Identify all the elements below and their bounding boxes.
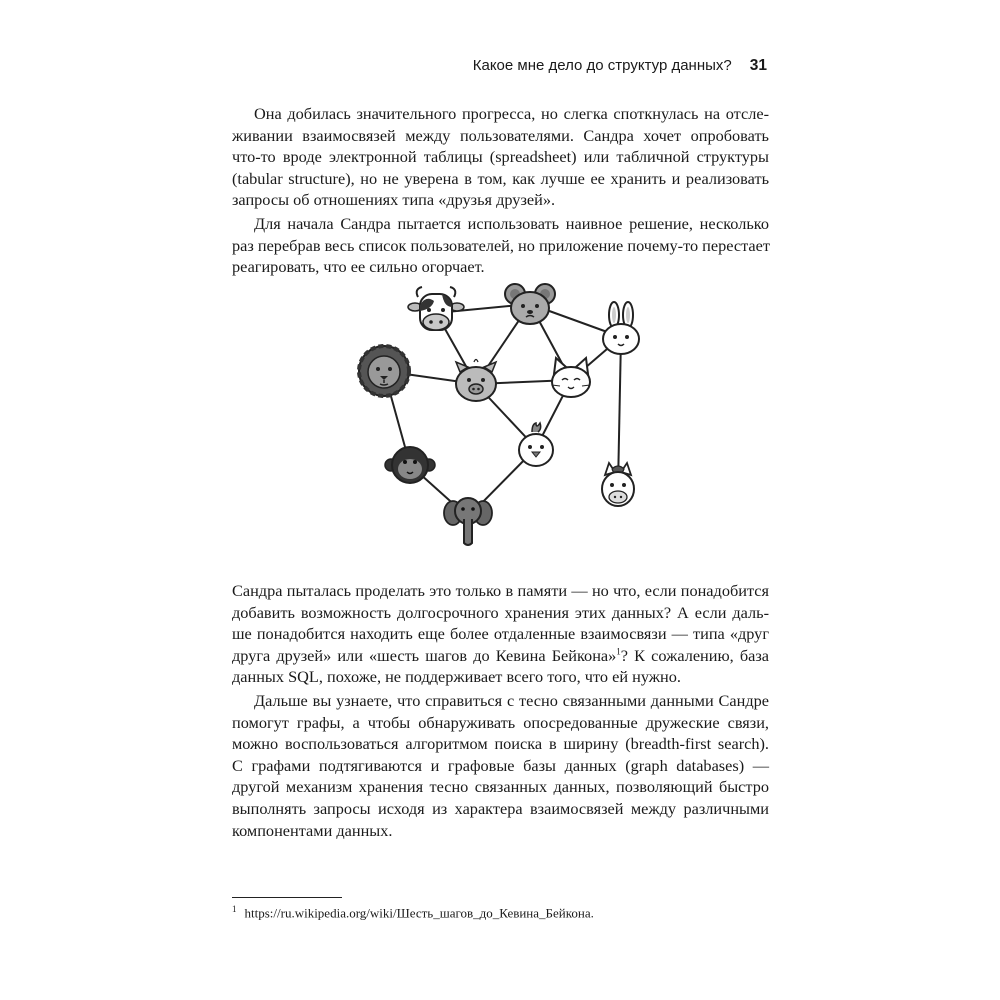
running-header: [232, 57, 767, 75]
footnote-divider: [232, 897, 342, 898]
text-line: компонентами данных.: [232, 820, 393, 840]
paragraph-2: [232, 213, 769, 278]
graph-edges: [384, 304, 621, 517]
text-line: Дальше вы узнаете, что справиться с тесно связанными данными Сандре: [254, 691, 769, 710]
chick-icon: [519, 423, 553, 466]
horse-icon: [602, 463, 634, 506]
text-segment: друга друзей» или «шесть шагов до Кевина Бейкона»: [232, 645, 617, 665]
text-line: другой механизм хранения тесно связанных данных, позволяющий быстро: [232, 777, 769, 797]
paragraph-1: [232, 103, 769, 211]
text-line: живании взаимосвязей между пользователями. Сандра хочет опробовать: [232, 125, 769, 145]
page-number: 31: [749, 57, 767, 74]
text-line: С графами подтягиваются и графовые базы данных (graph databases) —: [232, 755, 769, 775]
text-line: (tabular structure), но не уверена в том, как лучше ее хранить и реализовать: [232, 168, 769, 188]
text-line: раз перебрав весь список пользователей, но приложение почему-то перестает: [232, 235, 770, 255]
lion-icon: [359, 346, 409, 396]
footnote-mark: 1: [232, 904, 237, 914]
text-line: реагировать, что ее сильно огорчает.: [232, 257, 485, 277]
text-line: запросы об отношениях типа «друзья друзей».: [232, 190, 556, 210]
text-line: ше понадобится находить еще более отдаленные взаимосвязи — типа «друг: [232, 624, 769, 644]
rabbit-icon: [603, 302, 639, 354]
cow-icon: [408, 287, 464, 330]
text-line: выполнять запросы исходя из характера взаимосвязей между различными: [232, 798, 769, 818]
cat-icon: [552, 358, 590, 397]
text-line: Она добилась значительного прогресса, но слегка споткнулась на отсле-: [254, 104, 769, 123]
elephant-icon: [444, 498, 492, 545]
edge-rabbit-horse: [618, 337, 621, 487]
text-segment: ? К сожалению, база: [620, 645, 770, 665]
chapter-title: Какое мне дело до структур данных?: [472, 57, 732, 74]
text-line: помогут графы, а чтобы обнаруживать опосредованные дружеские связи,: [232, 712, 769, 732]
text-line: можно воспользоваться алгоритмом поиска в ширину (breadth-first search).: [232, 734, 769, 754]
text-line: что-то вроде электронной таблицы (spreadsheet) или табличной структуры: [232, 147, 769, 167]
friends-graph-figure: [340, 282, 660, 557]
footnote: [232, 904, 769, 921]
footnote-reference[interactable]: 1: [616, 646, 621, 657]
text-line: Для начала Сандра пытается использовать наивное решение, несколько: [254, 214, 769, 233]
text-line-with-footnote: [232, 645, 769, 667]
paragraph-3: [232, 580, 769, 688]
text-line: добавить возможность долгосрочного хранения этих данных? А если даль-: [232, 602, 769, 622]
paragraph-4: [232, 690, 769, 841]
friends-graph: [340, 282, 660, 557]
monkey-icon: [385, 447, 435, 483]
text-line: данных SQL, похоже, не поддерживает всего того, что ей нужно.: [232, 667, 681, 687]
text-line: Сандра пыталась проделать это только в памяти — но что, если понадобится: [232, 581, 769, 600]
footnote-link[interactable]: https://ru.wikipedia.org/wiki/Шесть_шагов_до_Кевина_Бейкона.: [244, 905, 594, 921]
pig-icon: [456, 360, 496, 402]
mouse-icon: [505, 284, 555, 324]
